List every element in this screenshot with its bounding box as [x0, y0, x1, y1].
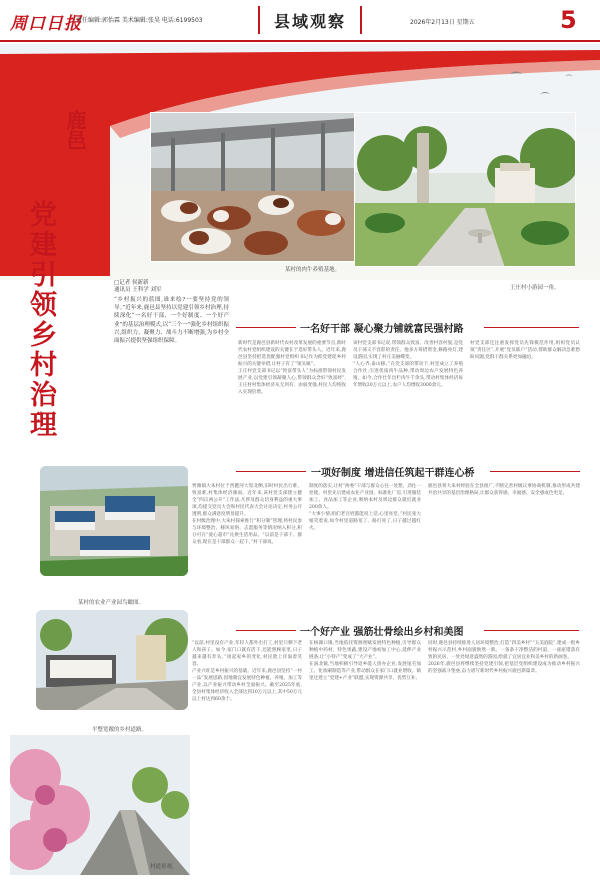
paragraph: 产业兴旺是乡村振兴的基础。近年来,鹿邑县坚持“一村一品”发展思路,因地制宜发展特色种植、养殖、加工等产业,以产业振兴带动乡村全面振兴。截至2025年底,全县村集体经济收入全部达到10万元以上,其中50万元以上村达到60余个。: [192, 669, 302, 703]
page-number: 5: [560, 6, 577, 34]
editors-line: 责任编辑:郭怡霖 美术编辑:张昊 电话:6199503: [76, 17, 203, 24]
section-heading: 一名好干部 凝心聚力铺就富民强村路: [300, 324, 464, 335]
article-column: [428, 640, 580, 875]
intro-paragraph: “乡村振兴的蓝图,谁来绘?一要坚持党的领导。”近年来,鹿邑县坚持以党建引领乡村治理,持续深化“一名好干部、一个好制度、一个好产业”的基层治理模式,以“三个一”强化乡村组织振兴,组织力、凝聚力、战斗力不断增强,为乡村全面振兴提供坚强组织保障。: [114, 297, 229, 345]
paragraph: 同时,鹿邑县持续推进人居环境整治,打造“四美乡村”“五美庭院”,建成一批乡村振兴示范村,乡村面貌焕然一新。一条条干净整洁的村道、一座座错落有致的民居、一处处绿意盎然的游园,绘就了宜居宜业和美乡村的新画卷。: [428, 641, 580, 661]
byline: [114, 280, 162, 294]
article-column: [470, 340, 580, 460]
dateline: 2026年2月13日 星期五: [410, 19, 475, 26]
paragraph: 鹿邑县将大朱村经验在全县推广,不断完善村级议事协商机制,推动形成共建共治共享的基层治理格局,让群众获得感、幸福感、安全感成色更足。: [428, 484, 580, 497]
cattle-farm-photo: [150, 112, 355, 262]
village-park-photo: [354, 112, 576, 267]
heading-rule: [484, 630, 579, 631]
paragraph: 新时代是鹿邑县新时代农村改革发展的重要节点,新时代农村党组织建设的关键在于选好带头人。近年来,鹿邑县坚持把选优配强村党组织书记作为抓党建促乡村振兴的关键举措,让村子有了“领头雁”。: [238, 341, 346, 368]
photo-caption: 某村的农业产业园鸟瞰图。: [78, 600, 145, 606]
article-column: [309, 483, 421, 603]
heading-rule: [236, 327, 296, 328]
heading-rule: [490, 471, 580, 472]
photo-caption: 村道景观。: [150, 864, 178, 870]
feature-subtitle: 党建引领乡村治理: [25, 200, 56, 440]
article-column: [353, 340, 463, 460]
village-road-photo: [10, 735, 190, 875]
section-heading: 一项好制度 增进信任筑起干群连心桥: [311, 468, 475, 479]
paragraph: “以前,村里没有产业,年轻人都外出打工,村里只剩下老人和孩子。如今,家门口就有活干,还能照顾家里,日子越来越有奔头。”谈起家乡的变化,村民脸上洋溢着笑容。: [192, 641, 302, 668]
photo-caption: 某村的肉牛养殖基地。: [285, 267, 341, 273]
feature-title: 鹿邑: [63, 110, 87, 150]
paragraph: 该村党支部书记说,带领群众致富、改善村容村貌,是党员干部义不容辞的责任。他多方筹措资金,修路亮灯,建设游园,实现了村庄美丽蝶变。: [353, 341, 463, 361]
photo-caption: 王庄村小游园一角。: [510, 285, 560, 291]
masthead: [0, 0, 600, 42]
paragraph: 制度的落实,让村“两委”干部与群众心往一处想、劲往一处使。村里先后建成农业产业园、标准化厂房,引进服装加工、食品加工等企业,吸纳本村及周边群众就近就业200余人。: [309, 484, 421, 511]
paragraph: 在杨湖口镇,当地依托资源禀赋发展特色种植,引导群众种植中药材、特色果蔬,建设产地初加工中心,延伸产业链条,让“小特产”变成了“大产业”。: [309, 641, 421, 661]
article-column: [428, 483, 580, 603]
heading-rule: [484, 327, 579, 328]
heading-rule: [236, 471, 306, 472]
section-heading: 一个好产业 强筋壮骨绘出乡村和美图: [300, 627, 464, 638]
section-banner: [258, 6, 362, 34]
industrial-park-aerial-photo: [40, 466, 188, 576]
article-column: [309, 640, 421, 875]
article-column: [192, 640, 302, 875]
paragraph: “大事小情,咱们老百姓都能说上话,心里亮堂。”村民张大娘笑着说,如今村里道路宽了、路灯亮了,日子越过越红火。: [309, 512, 421, 532]
article-column: [238, 340, 346, 460]
reporter-line: 通讯员 王科学 刘军: [114, 287, 162, 293]
heading-rule: [236, 630, 296, 631]
paragraph: 村党支部还注重发挥党员先锋模范作用,组织党员认领“责任区”,开展“党员联户”活动,帮助群众解决急难愁盼问题,党群干群关系更加融洽。: [470, 341, 580, 361]
bird-icon: [510, 72, 573, 117]
reporter-line: □记者 侯新新: [114, 280, 149, 286]
section-title: 县域观察: [273, 11, 346, 31]
paragraph: 在村级治理中,大朱村探索推行“积分制”管理,将村民参与环境整治、移风易俗、志愿服务等情况纳入积分,积分可在“爱心超市”兑换生活用品。“以前是干部干、群众看,现在是干部群众一起干。”村干部说。: [192, 519, 302, 546]
village-gate-photo: [36, 610, 188, 710]
paragraph: 贾滩镇大朱村位于西淝河大堤北侧,旧时村民出行难、致富难,村集体经济薄弱。近年来,该村党支部建立健全“四议两公开”工作法,凡涉及群众切身利益的重大事项,均提交党员大会和村民代表大会讨论决定,村务公开透明,群众满意度明显提升。: [192, 484, 302, 518]
article-column: [192, 483, 302, 603]
photo-caption: 平整宽敞的乡村道路。: [92, 727, 148, 733]
paragraph: “人心齐,泰山移。”在党支部的带动下,村里成立了养殖合作社,引进优质肉牛品种,带动周边农户发展特色养殖。如今,合作社年出栏肉牛千余头,带动村集体经济每年增收20万元以上,农户人均增收3000余元。: [353, 362, 463, 389]
paper-name: 周口日报: [10, 14, 82, 34]
paragraph: 在涡北镇,当地积极引导返乡能人创办企业,发展尾毛加工、化妆刷制造等产业,带动群众在家门口就业增收。镇里还建立“党建+产业”联盟,实现资源共享、优势互补。: [309, 662, 421, 682]
paragraph: 王庄村党支部书记以“致富带头人”为标准带领村民发展产业,以党建引领凝聚人心,带领群众念好“致富经”,王庄村村集体经济从无到有、由弱变强,村民人均纯收入实现倍增。: [238, 369, 346, 396]
paragraph: 2026年,鹿邑县将继续坚持党建引领,把基层党组织建设成为推动乡村振兴的坚强战斗堡垒,奋力谱写新时代乡村振兴鹿邑新篇章。: [428, 662, 580, 675]
